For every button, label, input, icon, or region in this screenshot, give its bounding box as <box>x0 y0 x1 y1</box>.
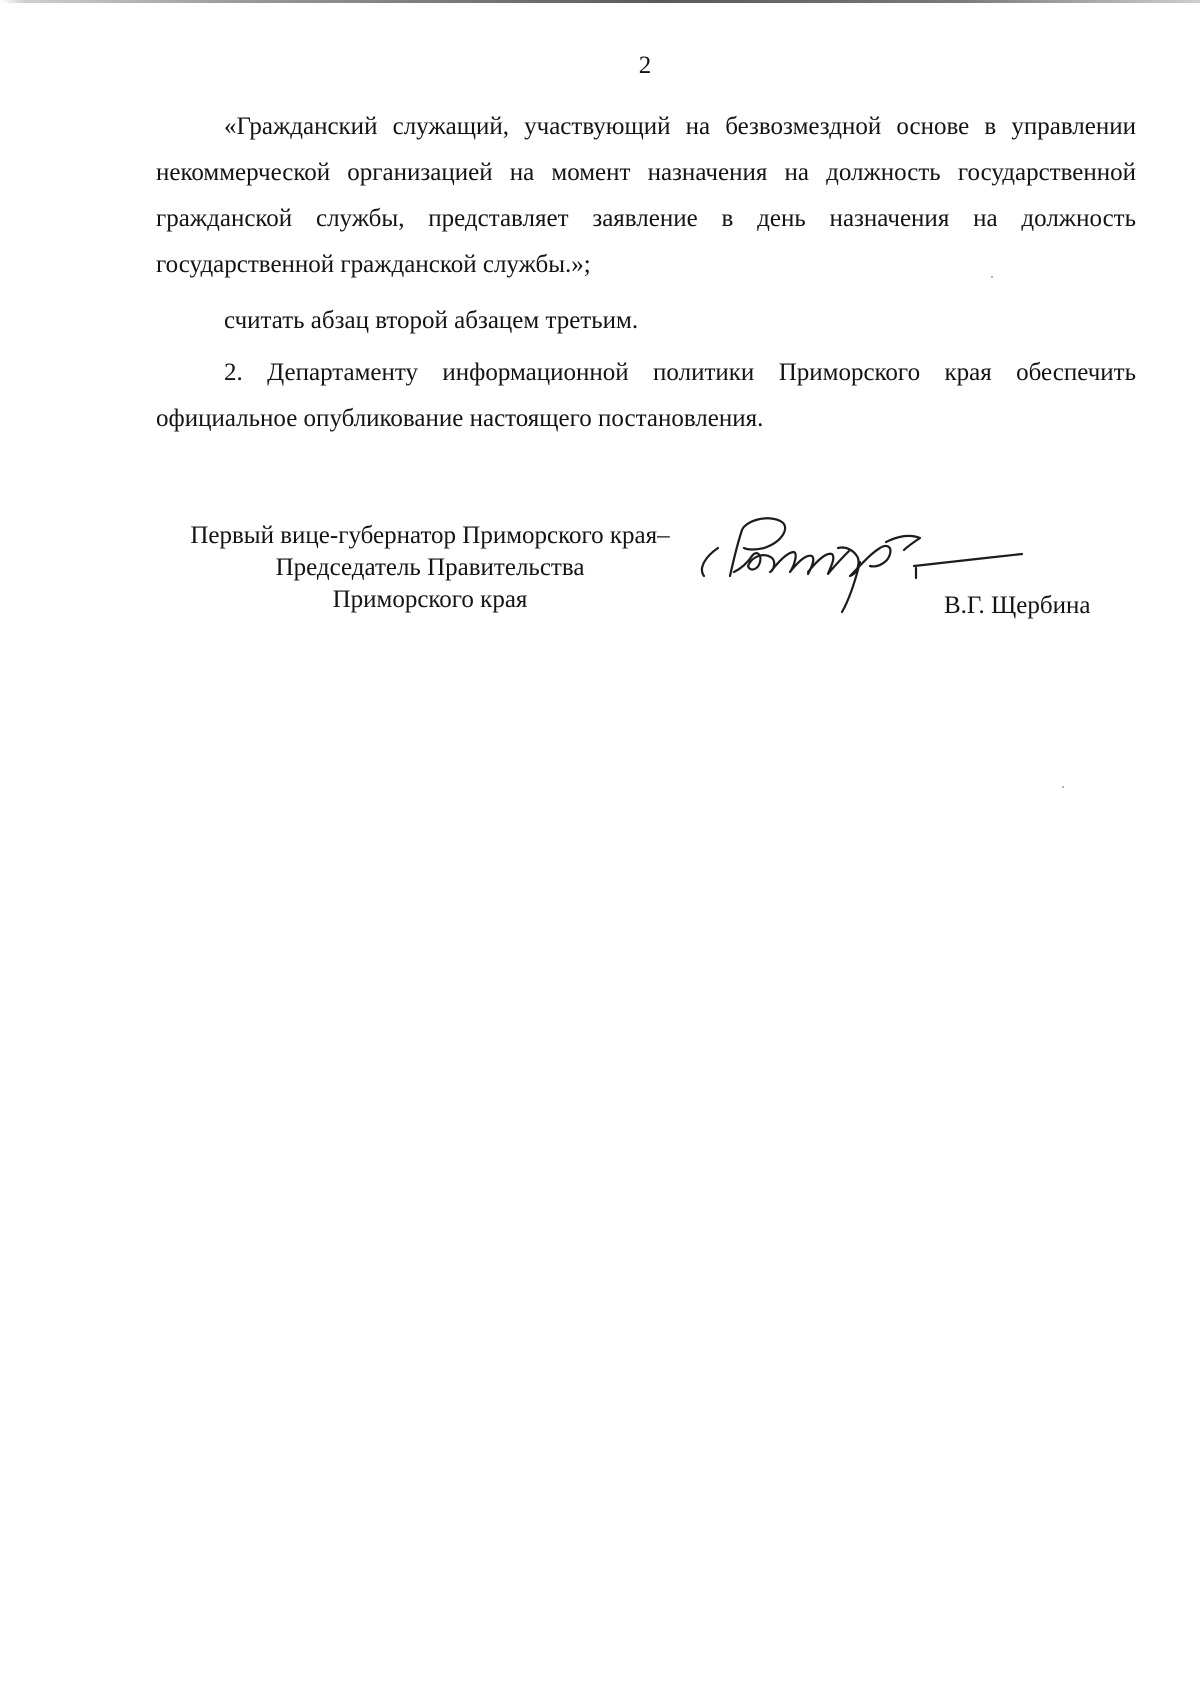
paragraph-quoted-amendment: «Гражданский служащий, участвующий на безвозмездной основе в управлении некоммерческой организацией на момент назначения на должность государственной гражданской службы, представляет заявление в день назначения на должность государственной гражданской службы.»; <box>156 113 1136 278</box>
paragraph-publication-order: 2. Департаменту информационной политики Приморского края обеспечить официальное опубликование настоящего постановления. <box>156 359 1136 432</box>
page-number: 2 <box>638 52 652 79</box>
paragraph-renumber-note: считать абзац второй абзацем третьим. <box>224 307 639 334</box>
signature-block <box>150 520 1150 640</box>
signer-title-line-3: Приморского края <box>332 586 528 613</box>
signer-title-line-1: Первый вице-губернатор Приморского края– <box>190 522 670 549</box>
signer-title <box>160 520 700 616</box>
scan-speck <box>991 276 993 278</box>
scan-top-edge-rule <box>0 0 1200 3</box>
scan-speck <box>1062 786 1064 788</box>
signer-title-line-2: Председатель Правительства <box>275 554 585 581</box>
signer-name: В.Г. Щербина <box>944 592 1091 619</box>
